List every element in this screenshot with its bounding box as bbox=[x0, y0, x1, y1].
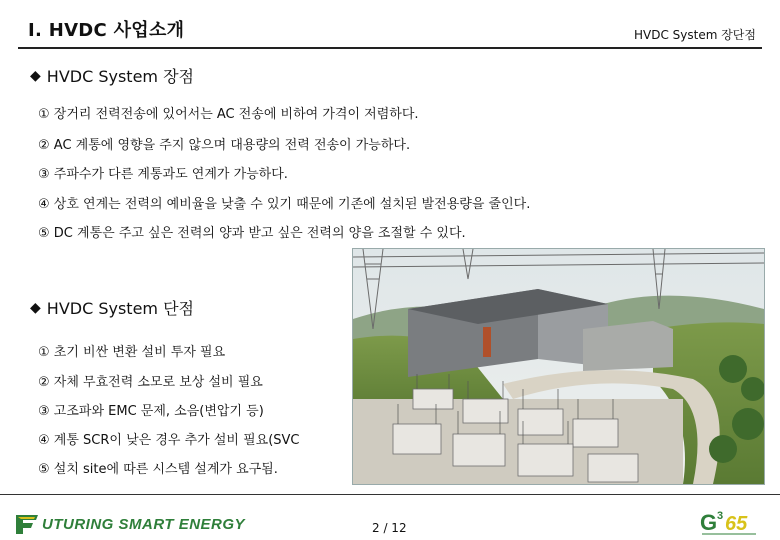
disadvantage-item: ② 자체 무효전력 소모로 보상 설비 필요 bbox=[38, 375, 263, 390]
advantage-item: ① 장거리 전력전송에 있어서는 AC 전송에 비하여 가격이 저렴하다. bbox=[38, 107, 419, 122]
hvdc-converter-station-photo bbox=[352, 248, 765, 485]
futuring-smart-energy-logo bbox=[14, 513, 245, 535]
advantage-item: ③ 주파수가 다른 계통과도 연계가 가능하다. bbox=[38, 167, 288, 182]
footer-logo-text: UTURING SMART ENERGY bbox=[42, 515, 246, 533]
disadvantage-item: ⑤ 설치 site에 따른 시스템 설계가 요구됨. bbox=[38, 462, 278, 477]
svg-text:65: 65 bbox=[725, 513, 748, 535]
disadvantages-heading-text: HVDC System 단점 bbox=[46, 299, 194, 318]
disadvantages-heading bbox=[30, 296, 194, 319]
disadvantage-item: ① 초기 비싼 변환 설비 투자 필요 bbox=[38, 345, 226, 360]
diamond-icon: ◆ bbox=[30, 299, 41, 316]
f-logo-icon bbox=[14, 513, 40, 535]
advantage-item: ④ 상호 연계는 전력의 예비율을 낮출 수 있기 때문에 기존에 설치된 발전용량을 줄인다. bbox=[38, 197, 531, 212]
header-rule bbox=[18, 47, 762, 49]
g365-logo bbox=[700, 508, 760, 540]
header-right-label: HVDC System 장단점 bbox=[633, 28, 756, 42]
footer-rule bbox=[0, 494, 780, 495]
header-title: I. HVDC 사업소개 bbox=[28, 20, 185, 41]
advantage-item: ② AC 계통에 영향을 주지 않으며 대용량의 전력 전송이 가능하다. bbox=[38, 138, 411, 153]
advantages-heading-text: HVDC System 장점 bbox=[46, 67, 194, 86]
disadvantage-item: ③ 고조파와 EMC 문제, 소음(변압기 등) bbox=[38, 404, 264, 419]
svg-text:3: 3 bbox=[717, 510, 724, 522]
svg-text:G: G bbox=[700, 510, 718, 535]
page-number: 2 / 12 bbox=[372, 521, 407, 535]
disadvantage-item: ④ 계통 SCR이 낮은 경우 추가 설비 필요(SVC bbox=[38, 433, 300, 448]
advantage-item: ⑤ DC 계통은 주고 싶은 전력의 양과 받고 싶은 전력의 양을 조절할 수 있다. bbox=[38, 226, 466, 241]
advantages-heading bbox=[30, 64, 194, 87]
diamond-icon: ◆ bbox=[30, 67, 41, 84]
